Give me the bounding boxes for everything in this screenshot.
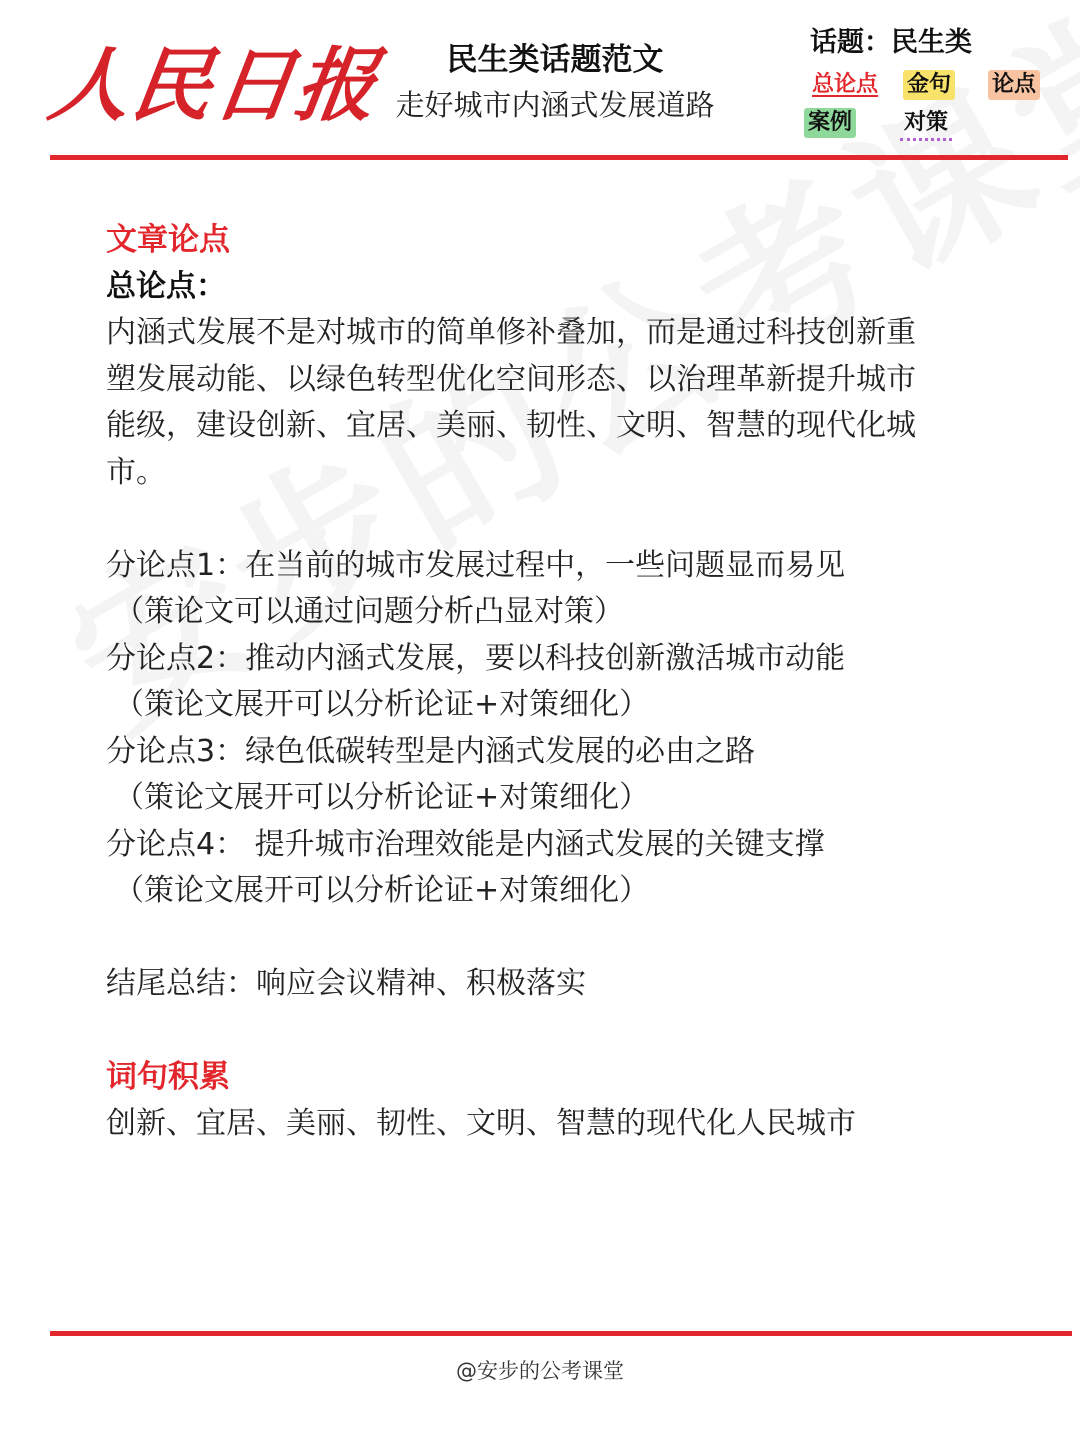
footer-divider — [50, 1331, 1072, 1336]
main-argument-line: 塑发展动能、以绿色转型优化空间形态、以治理革新提升城市 — [106, 361, 916, 397]
main-argument-label: 总论点： — [106, 268, 226, 304]
legend-golden-sentence: 金句 — [903, 70, 955, 100]
sub-argument-4-note: （策论文展开可以分析论证+对策细化） — [114, 873, 650, 908]
sub-argument-2-note: （策论文展开可以分析论证+对策细化） — [114, 687, 650, 722]
topic-label: 话题：民生类 — [810, 27, 972, 58]
header-divider — [50, 155, 1068, 160]
sub-argument-1: 分论点1：在当前的城市发展过程中，一些问题显而易见 — [106, 547, 846, 583]
title-block — [360, 38, 750, 128]
main-argument-line: 市。 — [106, 454, 166, 490]
spacer — [106, 1008, 1026, 1055]
sub-argument-2: 分论点2：推动内涵式发展，要以科技创新激活城市动能 — [106, 640, 846, 676]
sub-argument-3: 分论点3：绿色低碳转型是内涵式发展的必由之路 — [106, 733, 756, 769]
main-argument-line: 能级，建设创新、宜居、美丽、韧性、文明、智慧的现代化城 — [106, 408, 916, 443]
newspaper-logo: 人民日报 — [43, 38, 385, 132]
sub-argument-4: 分论点4： 提升城市治理效能是内涵式发展的关键支撑 — [106, 826, 825, 862]
legend-argument: 论点 — [988, 70, 1040, 100]
sub-argument-1-note: （策论文可以通过问题分析凸显对策） — [114, 594, 624, 629]
legend-case: 案例 — [804, 108, 856, 138]
conclusion: 结尾总结：响应会议精神、积极落实 — [106, 966, 586, 1001]
page-title: 民生类话题范文 — [446, 42, 664, 78]
section-heading-phrases: 词句积累 — [106, 1059, 230, 1095]
sub-argument-3-note: （策论文展开可以分析论证+对策细化） — [114, 780, 650, 815]
spacer — [106, 915, 1026, 962]
footer-credit: @安步的公考课堂 — [456, 1359, 624, 1383]
article-content — [106, 217, 1026, 1147]
spacer — [106, 496, 1026, 543]
legend-main-argument: 总论点 — [812, 72, 879, 97]
phrase-text: 创新、宜居、美丽、韧性、文明、智慧的现代化人民城市 — [106, 1105, 856, 1141]
section-heading-arguments: 文章论点 — [106, 222, 230, 258]
page-subtitle: 走好城市内涵式发展道路 — [395, 88, 715, 122]
legend-countermeasure: 对策 — [900, 108, 952, 141]
main-argument-line: 内涵式发展不是对城市的简单修补叠加，而是通过科技创新重 — [106, 315, 916, 350]
